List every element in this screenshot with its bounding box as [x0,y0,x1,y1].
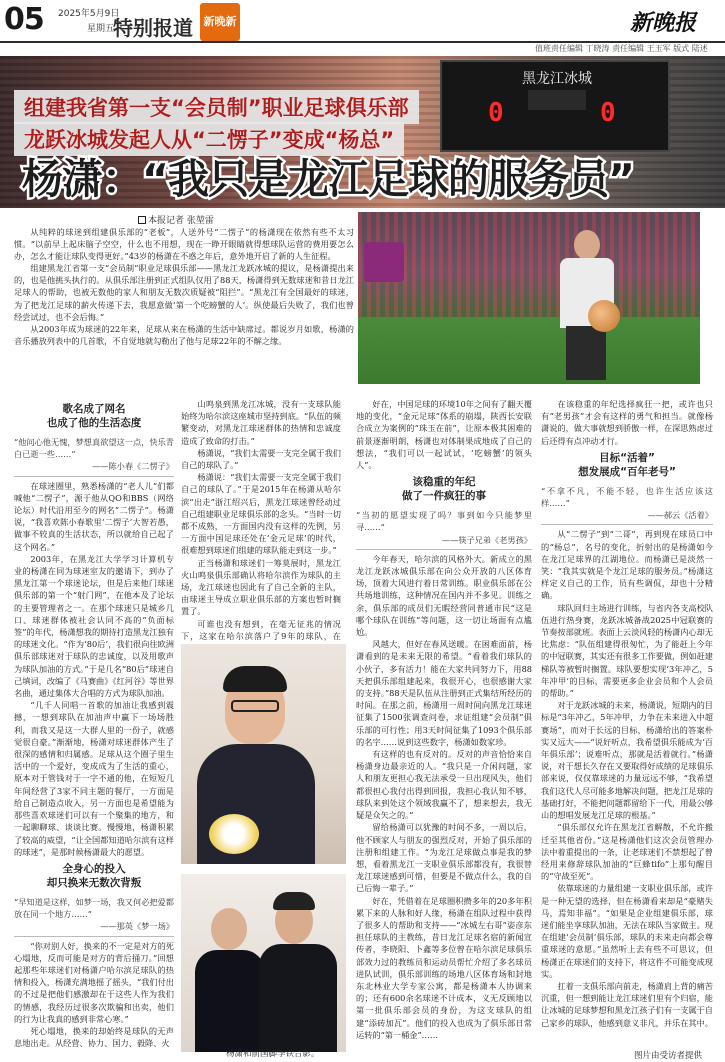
paragraph: 正当杨潇和球迷们一筹莫展时，黑龙江火山鸣泉俱乐部确认将哈尔滨作为球队的主场，龙江球迷也因此有了自己全新的主队，由球迷主导成立职业俱乐部的方案也暂时搁置了。 [181,557,341,617]
scoreboard-clock [528,90,586,110]
paragraph: “几千人同唱一首歌的加油让我感到震撼，一想到球队在加油声中赢下一场场胜利，而我又是这一大群人里的一份子，就感觉很自豪。”渐渐地，杨潇对球迷群体产生了很深的感情和归属感。足球从这个圈子里生活中的一个爱好，变成成为了生活的重心，原本对于管钱对于一字不通的他，在短短几年间经营了3家不同主题的餐厅，一方面是给自己制造点收入，另一方面也是希望能为那些喜欢球迷们可以有一个聚集的地方，和一起聊聊球、谈谈比赛。慢慢地，杨潇积累了较高的威望，“让全国都知道哈尔滨有这样的球迷”，是那时候杨潇最大的愿望。 [14,700,174,857]
section-badge-icon: 新晚新 [200,3,240,41]
paragraph: 今年春天，哈尔滨的风格外大。新成立的黑龙江龙跃冰城俱乐部在向公众开放的八区体育场，顶着大风进行着日常训练。职业俱乐部在公共场地训练，这种情况在国内并不多见。训练之余，俱乐部的成员们无暇经营同普通市民“这是哪个球队在训练”等问题，这一切让场面有点尴尬。 [356,553,532,638]
scoreboard [440,60,670,152]
lead-article [14,226,354,347]
paragraph: “你对别人好，换来的不一定是对方的死心塌地，反而可能是对方的背后捅刀。”回想起那些年球迷们对杨潇户哈尔滨足球队的热情和投入，杨潇充满地摇了摇头，“我们付出的不过是把他们感激却在于这些人作为我们的情感，我经历过很多次欺骗和出卖，他们的行为让我真的感到非常心寒。” [14,940,174,1024]
paragraph: 从“二愣子”到“二哥”，再到现在球员口中的“杨总”，名号的变化，折射出的是杨潇如今在龙江足球界的江湖地位。而杨潇已是淡然一笑：“我其实就是个龙江足球的服务员。”杨潇这样定义自己的工作，员有些调侃，却也十分精确。 [541,529,713,601]
paragraph: 可谁也没有想到，在毫无征兆的情况下，这家在哈尔滨落户了9年的球队，在 [181,618,341,641]
paragraph: 好在，中国足球的环境10年之间有了翻天覆地的变化，“金元足球”体系的崩塌，陕西长安联合成立为案例的“珠玉在前”，让原本极其困难的前景逐渐明朗，杨潇也对体制果成地成了自己的想法，“我们可以一起试试，‘吃螃蟹’的领头人”。 [356,399,532,471]
song-quote: “当初的愿望实现了吗？事到如今只能梦里寻……” [356,510,532,533]
column-2 [181,398,341,641]
score-left: 0 [488,98,504,128]
column-3 [356,398,532,1054]
portrait-photo [181,644,346,864]
paragraph: 对于龙跃冰城的未来，杨潇说，短期内的目标是“3年冲乙，5年冲甲，力争在未来进入中超赛场”，而对于长远的目标，杨潇给出的答案朴实又远大——“说好听点，我希望俱乐能成为‘百年俱乐部’；说难听点，那就是活着就行。”杨潇说，对于想长久存在又要取得好成绩的足球俱乐部来说，仅仅靠球迷的力量远远不够，“我希望我们这代人尽可能多地解决问题，把龙江足球的基础打好，不能把问题都留给下一代，用最公够山的想唱发展龙江足球的根基。” [541,700,713,821]
lead-paragraph: 组建黑龙江省第一支“会员制”职业足球俱乐部——黑龙江龙跃冰城的提议，是杨潇提出来的，也是他挑头执行的。从俱乐部注册到正式组队仅用了88天，杨潇得到无数球迷和昔日龙江足球人的帮助，也被无数他的家人和朋友无数次质疑被“阻拦”。“黑龙江有全国最好的球迷，为了把龙江足球的薪火传递下去，我愿意做‘第一个吃螃蟹的人’。纵使最后失败了，我们也曾经尝试过，也不会后悔。” [14,263,354,322]
subtitle-2: 龙跃冰城发起人从“二愣子”变成“杨总” [14,122,404,156]
lead-paragraph: 从纯粹的球迷到组建俱乐部的“老板”，人送外号“二愣子”的杨潇现在依然有些不太习惯。“以前早上起床脑子空空，什么也不用想，现在一睁开眼睛就得想球队运营的费用要怎么办，怎么才能让球队变得更好。”43岁的杨潇在不惑之年后，意外地开启了新的人生征程。 [14,227,354,262]
paragraph: “俱乐部仅允许在黑龙江省解散，不允许搬迁至其他省份。”这是杨潇他们这次会员管理办法中着重提出的一条，让老球迷们不禁想起了曾经用来修辞球队加油的“巨蜂tifo”上那句醒目的“守战至死”。 [541,822,713,882]
paragraph: 在球迷圈里，熟悉杨潇的“老人儿”们都喊他“二愣子”，源于他从QO和BBS（网络论坛）时代沿用至今的网名“二愣子”。杨潇说，“我喜欢陈小春歌里‘二愣子’大智若愚，做事不较真的生活状态，所以就给自己起了这个网名。” [14,480,174,552]
paragraph: 山鸣泉到黑龙江冰城，没有一支球队能始终为哈尔滨这座城市坚持到底。“队伍的频繁变动，对黑龙江球迷群体的热情和忠诚度造成了致命的打击。” [181,399,341,446]
football-icon [588,300,620,332]
score-right: 0 [600,98,616,128]
column-4 [541,398,713,1054]
flowers-icon [209,814,259,854]
song-quote: “早知道是这样，如梦一场，我又何必把爱都放在同一个地方……” [14,896,174,920]
paragraph: 留给杨潇可以犹豫的时间不多，一周以后，他不顾家人与朋友的强烈反对，开始了俱乐部的注册和组建工作。“为龙江足球做点事是我的梦想，看着黑龙江一支职业俱乐部都没有，我很替龙江球迷感到可惜，但要是不做点什么，我的自已后悔一辈子。” [356,822,532,894]
paragraph: 好在，凭借着在足球圈积攒多年的20多年积累下来的人脉和好人缘，杨潇在组队过程中获得了很多人的帮助和支持——“冰城左右哥”姿彦东担任球队的主教练，昔日龙江足球名宿的新闻宣传者，李晓阳、卜鑫等多位曾在哈尔滨足球俱乐部效力过的教练员和运动员帮忙介绍了多名球员进队试训，俱乐部训练的场地八区体育场和封地东北林业大学专家公寓，都是杨潇本人协调来的；还有600余名球迷不计成本，义无反顾地以第一批俱乐部会员的身份，为这支球队的组建“添砖加瓦”。他们的投入也成为了俱乐部日常运转的“第一桶金”…… [356,895,532,1040]
paragraph: 扛着一支俱乐部向前走，杨潇肩上背的痛苦沉重，但一想到能让龙江球迷们里有个归宿，能让冰城的足球梦想和黑龙江孩子们有一支属于自己家乡的球队，他感到意义非凡，并乐在其中。 [541,980,713,1028]
scoreboard-club: 黑龙江冰城 [522,71,592,87]
subhead-3: 该稳重的年纪 做了一件疯狂的事 [402,476,486,503]
editor-credits: 值班责任编辑 丁晓涛 责任编辑 王玉军 版式 陆述 [535,44,708,53]
byline-box-icon [138,216,146,224]
photo-credit: 图片由受访者提供 [634,1051,703,1061]
song-source: ——陈小春《二愣子》 [92,461,174,472]
paragraph: 依靠球迷的力量组建一支职业俱乐部，或许是一种无望的选择，但在杨潇看来却是“豪赌失马，焉知非福”。“如果是企业组建俱乐部，球迷们能坐享球队加油，无法在球队当家做主。现在组建‘会员制’俱乐部，球队的未来走向都会尊重球迷的意愿。”虽然听上去有些不可思议，但杨潇正在球迷们的支持下，将这件不可能变成现实。 [541,883,713,979]
pair-photo [181,874,346,1052]
byline [138,213,214,226]
song-source: ——筷子兄弟《老男孩》 [441,534,532,545]
song-quote: “不拿不凡，不能不轻，也许生活应该这样……” [541,485,713,509]
paper-logo: 新晚报 [630,10,697,36]
banner-flag [364,242,404,282]
paragraph: 有这样的也有反对的。反对的声音恰恰来自杨潇身边最亲近的人。“我只是一介闲问题，家人和朋友更担心我无法承受一旦出现风失，他们都很担心我付出得到回报，我担心我认知不够，球队来到处这个领域我赢不了，想来想去，我无疑是众矢之的。” [356,749,532,821]
person-holding-ball [554,230,618,380]
paragraph: 杨潇说，“我们太需要一支完全属于我们自己的球队了。” [181,447,341,471]
paragraph: 球队回归主场进行训练，与省内各支高校队伍进行热身赛，龙跃冰城备战2025中冠联赛的节奏按部就班。表面上云淡风轻的杨潇内心却无比焦虑：“队伍组建得很匆忙，为了能赶上今年的中冠联赛，其实还有很多工作要做，例如赶建梯队等被暂时搁置。球队要想实现‘3年冲乙，5年冲甲’的目标，需要更多企业会员和个人会员的帮助。” [541,602,713,699]
photo-caption: 杨潇和前国脚李铁合影。 [226,1049,320,1059]
subtitle-1: 组建我省第一支“会员制”职业足球俱乐部 [14,90,419,124]
paragraph: 死心塌地，换来的却始终是球队的无声息地出走。从经营、协力、国力、毅降、火 [14,1025,174,1049]
stadium-photo [358,212,700,384]
section-title: 特别报道 [113,16,193,40]
main-headline: 杨潇：“我只是龙江足球的服务员” [22,155,634,203]
paragraph: 风越大，但好在春风送暖。在困难面前，杨潇看到的是未来无限的希望。“看着我们球队的小伙子，多有活力！能在大家共同努力下，用88天把俱乐部组建起来，我很开心，也很感谢大家的支持。”88天是队伍从注册到正式集结所经历的时间。在那之前，杨潇用一周时间向黑龙江球迷征集了1500张调查问卷，求证组建“会员制”俱乐部的可行性；用3天时间征集了1093个俱乐部的名字……说到这些数字，杨潇如数家珍。 [356,639,532,747]
song-quote: “他问心他无愧，梦想真欲望这一点，快乐青白已逝一些……” [14,437,174,460]
byline-text: 本报记者 张堃雷 [148,216,214,226]
page-number: 05 [4,2,44,37]
subhead-1: 歌名成了网名 也成了他的生活态度 [46,403,142,429]
song-source: ——郝云《活着》 [647,510,713,521]
issue-weekday: 星期五 [87,24,115,34]
masthead [0,0,725,53]
song-source: ——那英《梦一场》 [100,921,174,932]
crowd-stands [358,212,700,317]
issue-date: 2025年5月9日 [58,9,120,19]
paragraph: 在该稳重的年纪选择疯狂一把，或许也只有“老男孩”才会有这样的勇气和担当。就像杨潇说的，做大事就想到骄傲一样，在深思熟虑过后还得有点冲动才行。 [541,399,713,446]
lead-paragraph: 从2003年成为球迷的22年来，足球从来在杨潇的生活中缺席过。都说岁月如歌，杨潇的音乐播放列表中的几首歌，不自觉地就勾勒出了他与足球22年的不解之缘。 [14,323,354,346]
column-1 [14,398,174,1062]
paragraph: 2003年，在黑龙江大学学习计算机专业的杨潇在同为球迷室友的邀请下，到办了黑龙江第一个球迷论坛，但是后来他门球迷俱乐部的第一个“射门网”，在他本及了论坛的主要管理者之一。在那个球迷只是城乡几口、球迷群体被社会认同不高的“负面标签”的年代，杨潇想我的期待打造黑龙江独有的球迷文化。“作为‘80后’，我们很向往欧洲俱乐部球迷对于球队的忠诚度，以及用歌声为球队加油的方式。”于是几名“80后”球迷自己填词，改编了《马赛曲》《红河谷》等世界名曲，通过集体大合唱的方式为球队加油。 [14,553,174,699]
paragraph: 杨潇说：“我们太需要一支完全属于我们自己的球队了。”于是2015年在杨潇从哈尔滨“出走”浙江绍兴后，黑龙江球迷曾经动过自己组建职业足球俱乐部的念头。“当时一切都不成熟，一方面国内没有这样的先例，另一方面中国足球还处在‘金元足球’的时代，很难想到球迷们组建的球队能走到这一步。” [181,472,341,556]
subhead-2: 全身心的投入 却只换来无数次背叛 [46,862,142,889]
glasses-icon [231,700,279,712]
subhead-4: 目标“活着” 想发展成“百年老号” [578,451,676,478]
